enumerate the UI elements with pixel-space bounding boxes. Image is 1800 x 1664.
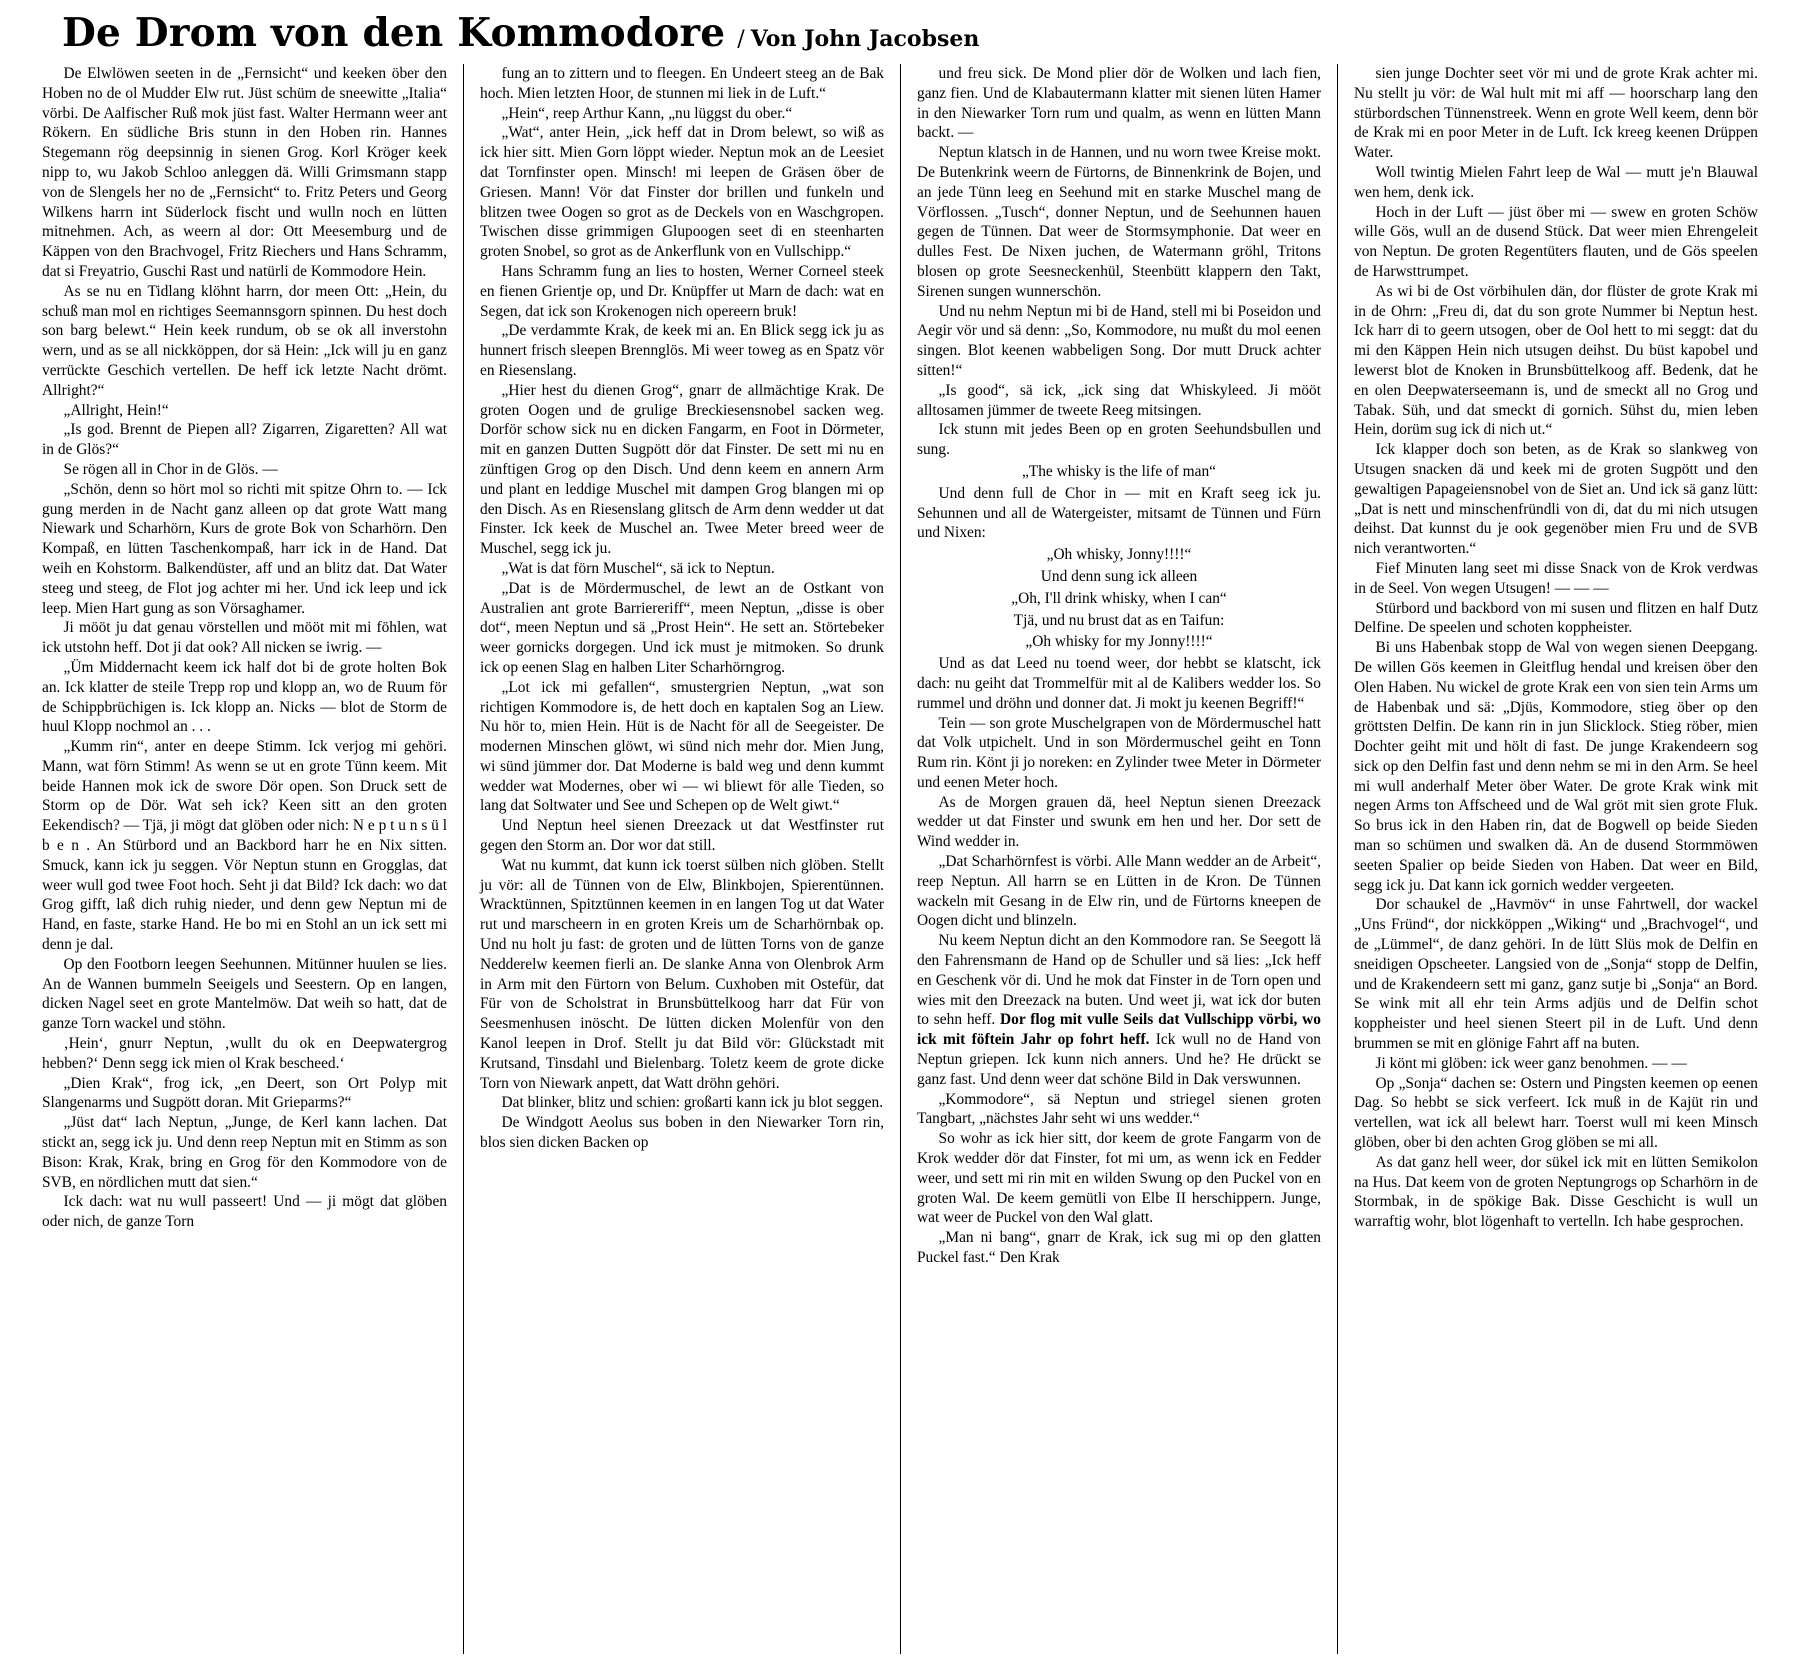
paragraph: Und Neptun heel sienen Dreezack ut dat Westfinster rut gegen den Storm an. Dor wor dat still. <box>480 817 884 855</box>
paragraph: „Dat Scharhörnfest is vörbi. Alle Mann wedder an de Arbeit“, reep Neptun. All harrn se en Lütten in de Kron. De Tünnen wackeln mit Gesang in de Elw rin, und de Fürtorns kneepen de Oogen dicht und blinzeln. <box>917 853 1321 930</box>
paragraph: As wi bi de Ost vörbihulen dän, dor flüster de grote Krak mi in de Ohrn: „Freu di, dat du son grote Nummer bi Neptun hest. Ick harr di to geern utsogen, ober de Ool hett to mi seggt: dat du mi den Käppen Hein nich utsugen deihst. Du büst kapobel und lewerst blot de Knoken in Brunsbüttelkoog aff. Bedenk, dat he en olen Deepwaterseemann is, und de smeckt all no Grog und Tabak. Süh, und dat smeckt di gornich. Sühst du, mien leben Hein, dorüm sug ick di nich ut.“ <box>1354 282 1758 439</box>
paragraph: „Kommodore“, sä Neptun und striegel sienen groten Tangbart, „nächstes Jahr seht wi uns wedder.“ <box>917 1090 1321 1128</box>
paragraph: Fief Minuten lang seet mi disse Snack von de Krok verdwas in de Seel. Von wegen Utsugen! — — — <box>1354 559 1758 597</box>
paragraph: „Oh, I'll drink whisky, when I can“ <box>1011 589 1227 607</box>
paragraph: Und denn full de Chor in — mit en Kraft seeg ick ju. Sehunnen und all de Watergeister, mitsamt de Tünnen und Fürn und Nixen: <box>917 484 1321 542</box>
paragraph: und freu sick. De Mond plier dör de Wolken und lach fien, ganz fien. Und de Klabautermann klatter mit sienen lüten Hamer in den Niewarker Torn rum und qualm, as wenn en lütten Mann backt. — <box>917 65 1321 142</box>
paragraph: Se rögen all in Chor in de Glös. — <box>63 460 278 478</box>
byline <box>737 26 979 52</box>
paragraph: As de Morgen grauen dä, heel Neptun sienen Dreezack wedder ut dat Finster und swunk em hen und her. Dor sett de Wind wedder in. <box>917 793 1321 851</box>
paragraph: „Oh whisky, Jonny!!!!“ <box>1046 546 1192 564</box>
paragraph: Dor schaukel de „Havmöv“ in unse Fahrtwell, dor wackel „Uns Fründ“, dor nickköppen „Wiking“ und „Brachvogel“, und de „Lümmel“, de danz gehöri. In de lütt Slüs mok de Delfin en sneidigen Opscheeter. Langsied von de „Sonja“ stopp de Delfin, und de Krakendeern sett mi ganz, ganz sutje bi „Sonja“ an Bord. Se wink mit all ehr tein Arms adjüs und de Delfin schot koppheister und heel sienen Steert pil in de Luft. Und denn brummen se mit en glönige Fahrt aff na buten. <box>1354 896 1758 1053</box>
paragraph: „Dien Krak“, frog ick, „en Deert, son Ort Polyp mit Slangenarms und Sugpött doran. Mit Grieparms?“ <box>42 1074 447 1112</box>
paragraph: „Man ni bang“, gnarr de Krak, ick sug mi op den glatten Puckel fast.“ Den Krak <box>917 1229 1321 1267</box>
paragraph: Ick dach: wat nu wull passeert! Und — ji mögt dat glöben oder nich, de ganze Torn <box>42 1193 447 1231</box>
paragraph: „Dat is de Mördermuschel, de lewt an de Ostkant von Australien ant grote Barriereriff“, meen Neptun, „disse is ober dot“, meen Neptun und sä „Prost Hein“. He sett an. Störtebeker weer gornicks dorgegen. Und ick must je mitmoken. So drunk ick op eenen Slag en halben Liter Scharhörngrog. <box>480 579 884 676</box>
paragraph: Stürbord und backbord von mi susen und flitzen en half Dutz Delfine. De speelen und schoten koppheister. <box>1354 599 1758 637</box>
paragraph: „Wat“, anter Hein, „ick heff dat in Drom belewt, so wiß as ick hier sitt. Mien Gorn löppt wieder. Neptun mok an de Leesiet dat Tornfinster open. Minsch! mi leepen de Gräsen öber de Griesen. Mann! Vör dat Finster dor brillen und funkeln und blitzen twee Oogen so grot as de Deckels von en Waschgropen. Twischen disse grimmigen Glupoogen seet di en steenharten groten Snobel, so grot as de Ankerflunk von en Vullschipp.“ <box>480 124 884 261</box>
paragraph: fung an to zittern und to fleegen. En Undeert steeg an de Bak hoch. Mien letzten Hoor, de stunnen mi liek in de Luft.“ <box>480 65 884 102</box>
paragraph: Woll twintig Mielen Fahrt leep de Wal — mutt je'n Blauwal wen hem, denk ick. <box>1354 163 1758 201</box>
paragraph: Und denn sung ick alleen <box>1040 567 1198 585</box>
paragraph: „Üm Middernacht keem ick half dot bi de grote holten Bok an. Ick klatter de steile Trepp rop und klopp an, wo de Ruum för de Schippbrüchigen is. Ick klopp an. Nicks — blot de Storm de huul Klopp nochmol an . . . <box>42 658 447 736</box>
article-column-1 <box>26 64 463 1654</box>
paragraph: Dat blinker, blitz und schien: großarti kann ick ju blot seggen. <box>501 1094 884 1112</box>
paragraph: Tein — son grote Muschelgrapen von de Mördermuschel hatt dat Volk utpichelt. Und in son Mördermuschel geiht en Tonn Rum rin. Könt ji jo noreken: en Zylinder twee Meter in Dörmeter und eenen Meter hoch. <box>917 714 1321 791</box>
paragraph: sien junge Dochter seet vör mi und de grote Krak achter mi. Nu stellt ju vör: de Wal hult mit mi aff — hoorscharp lang den stürbordschen Tünnenstreek. Wenn en grote Well keem, denn bör de Krak mi en poor Meter in de Luft. Ick kreeg keenen Drüppen Water. <box>1354 65 1758 162</box>
paragraph: „De verdammte Krak, de keek mi an. En Blick segg ick ju as hunnert frisch sleepen Brennglös. Mi weer toweg as en Spatz vör en Riesenslang. <box>480 322 884 379</box>
paragraph: As dat ganz hell weer, dor sükel ick mit en lütten Semikolon na Hus. Dat keem von de groten Neptungrogs op Scharhörn in de Stormbak, in de spökige Bak. Disse Geschicht is wull un warraftig wohr, blot lögenhaft to vertelln. Ich habe gesprochen. <box>1354 1153 1758 1231</box>
paragraph: Und nu nehm Neptun mi bi de Hand, stell mi bi Poseidon und Aegir vör und sä denn: „So, Kommodore, nu mußt du mol eenen singen. Blot keenen wabbeligen Song. Dor mutt Druck achter sitten!“ <box>917 302 1321 379</box>
paragraph: Nu keem Neptun dicht an den Kommodore ran. Se Seegott lä den Fahrensmann de Hand op de Schuller und sä lies: „Ick heff en Geschenk vör di. Und he mok dat Finster in de Torn open und wies mit den Dreezack na buten. Und weet ji, wat ick dor buten to sehn heff. Dor flog mit vulle Seils dat Vullschipp vörbi, wo ick mit föftein Jahr op fohrt heff. Ick wull no de Hand von Neptun griepen. Ick kunn nich anners. Und he? He drückt se ganz fast. Und denn weer dat schöne Bild in Dak verswunnen. <box>917 932 1321 1088</box>
paragraph: Wat nu kummt, dat kunn ick toerst sülben nich glöben. Stellt ju vör: all de Tünnen von de Elw, Blinkbojen, Spierentünnen. Wracktünnen, Spitztünnen keemen in en langen Tog ut dat Water rut und marscheern in en groten Kreis um de Scharhörnbak op. Und nu holt ju fast: de groten und de lütten Torns von de ganze Nedderelw keemen fierli an. De slanke Anna von Olenbrok Arm in Arm mit den Fürtorn von Belum. Cuxhoben mit Ostefür, dat Für von de Scholstrat in Brunsbüttelkoog harr dat Für von Seesmenhusen inöscht. De lütten dicken Molenfür von den Kanol leepen in Drof. Stellt ju dat Bild vör: Glückstadt mit Krutsand, Tinsdahl und Bielenbarg. Toletz keem de grote dicke Torn von Niewark anpett, dat Watt dröhn gehöri. <box>480 856 884 1092</box>
article-column-3 <box>900 64 1337 1654</box>
paragraph: As se nu en Tidlang klöhnt harrn, dor meen Ott: „Hein, du schuß man mol en richtiges Seemannsgorn spinnen. Du hest doch son barg belewt.“ Hein keek rundum, ob se ok all inverstohn wern, und as se all nickköppen, dor sä Hein: „Ick will ju en ganz verrückte Geschich vertellen. De heff ick letzte Nacht drömt. Allright?“ <box>42 282 447 399</box>
byline-separator: / <box>737 27 745 52</box>
paragraph: „Oh whisky for my Jonny!!!!“ <box>1025 633 1213 651</box>
paragraph: „Hein“, reep Arthur Kann, „nu lüggst du ober.“ <box>501 104 793 122</box>
paragraph: Und as dat Leed nu toend weer, dor hebbt se klatscht, ick dach: nu geiht dat Trommelfür mit al de Kalibers wedder los. So rummel und dröhn und donner dat. Ji mokt ju keenen Begriff!“ <box>917 655 1321 712</box>
paragraph: „Wat is dat förn Muschel“, sä ick to Neptun. <box>501 559 775 577</box>
masthead <box>26 10 1774 58</box>
paragraph: „Jüst dat“ lach Neptun, „Junge, de Kerl kann lachen. Dat stickt an, segg ick ju. Und denn reep Neptun mit en Stimm as son Bison: Krak, Krak, bring en Grog för den Kommodore von de SVB, en nördlichen mutt dat sien.“ <box>42 1114 447 1191</box>
paragraph: „Kumm rin“, anter en deepe Stimm. Ick verjog mi gehöri. Mann, wat förn Stimm! As wenn se ut en grote Tünn keem. Mit beide Hannen mok ick de swore Dör open. Son Druck sett de Storm op de Dör. Wat seh ick? Keen sitt an den groten Eekendisch? — Tjä, ji mögt dat glöben oder nich: N e p t u n s ü l b e n . An Stürbord und an Backbord harr he en Nix sitten. Smuck, kann ick ju seggen. Vör Neptun stunn en Grogglas, dat weer wull god twee Foot hoch. Seht ji dat Bild? Ick dach: wo dat Grog gifft, laß dich ruhig nieder, und denn gew Neptun mi de Hand, en faste, starke Hand. He bo mi en Stohl an un ick sett mi denn je dal. <box>42 738 447 954</box>
paragraph: Ick stunn mit jedes Been op en groten Seehundsbullen und sung. <box>917 421 1321 459</box>
paragraph: So wohr as ick hier sitt, dor keem de grote Fangarm von de Krok wedder dör dat Finster, fot mi um, as wenn ick en Fedder weer, und sett mi rin mit en wilden Swung op den Puckel von en groten Wal. De keem gemütli von Elbe II herschippern. Junge, wat weer de Puckel von den Wal glatt. <box>917 1130 1321 1227</box>
paragraph: „Is good“, sä ick, „ick sing dat Whiskyleed. Ji mööt alltosamen jümmer de tweete Reeg mitsingen. <box>917 381 1321 419</box>
paragraph: „Lot ick mi gefallen“, smustergrien Neptun, „wat son richtigen Kommodore is, de hett doch en kaptalen Sog an Liew. Nu hör to, mien Hein. Hüt is de Nacht för all de Seegeister. De modernen Minschen glöwt, wi sünd nich mehr dor. Mien Jung, wi sünd jümmer dor. Dat Moderne is bald weg und denn kummt wedder wat Modernes, ober wi — wi bliewt för alle Tieden, so lang dat Soltwater und See und Schepen op de Welt giwt.“ <box>480 678 884 815</box>
paragraph: Bi uns Habenbak stopp de Wal von wegen sienen Deepgang. De willen Gös keemen in Gleitflug hendal und kreisen öber den Olen Haben. Nu wickel de grote Krak een von sien tein Arms um de Habenbak und sä: „Djüs, Kommodore, stieg öber op den gröttsten Delfin. De kann rin in jun Slicklock. Stieg röber, mien Dochter geiht mit und hölt di fast. De junge Krakendeern sog sick op den Delfin fast und denn nehm se mi in den Arm. Se heel mi wull anderhalf Meter öber Water. De grote Krak wink mit negen Arms ton Affscheed und de Wal gröt mit sien grote Fluk. So brus ick in den Haben rin, dat de Bogwell op beide Sieden man so schümen und swalken dä. An de dusend Stormmöwen seeten Spalier op beide Sieden von Haben. Dat weer en Bild, segg ick ju. Dat kann ick gornich wedder vergeeten. <box>1354 639 1758 894</box>
page-title: De Drom von den Kommodore <box>62 10 726 56</box>
paragraph: De Elwlöwen seeten in de „Fernsicht“ und keeken öber den Hoben no de ol Mudder Elw rut. Jüst schüm de sneewitte „Italia“ vörbi. De Aalfischer Ruß mok jüst fast. Walter Hermann weer ant Rökern. En südliche Bris stunn in den Hoben rin. Hannes Stegemann rög deepsinnig in sienen Grog. Korl Kröger keek nipp to, wu Jakob Schloo anleggen dä. Willi Grimsmann stapp von de Slengels her no de „Fernsicht“ to. Fritz Peters und Georg Wilkens harrn int Süderlock fischt und wulln noch en lütten mitnehmen. Ach, as weern al dor: Ott Meesemburg und de Käppen von den Brachvogel, Fritz Riechers und Hans Schramm, dat si Freyatrio, Guschi Rast und natürli de Kommodore Hein. <box>42 65 447 280</box>
paragraph: „Allright, Hein!“ <box>63 401 169 419</box>
paragraph: Neptun klatsch in de Hannen, und nu worn twee Kreise mokt. De Butenkrink weern de Fürtorns, de Binnenkrink de Bojen, und an jede Tünn leeg en Seehund mit en starke Muschel mang de Vörflossen. „Tusch“, donner Neptun, und de Seehunnen hauen gegen de Tünnen. Dat weer de Stormsymphonie. Dat weer en dulles Fest. De Nixen juchen, de Watermann gröhl, Tritons blosen op grote Seesneckenhül, Steenbütt klappern den Takt, Sirenen sungen wunnerschön. <box>917 144 1321 300</box>
paragraph: Tjä, und nu brust dat as en Taifun: <box>1013 611 1225 629</box>
paragraph: Ji mööt ju dat genau vörstellen und mööt mit mi föhlen, wat ick utstohn heff. Dot ji dat ook? All nicken se iwrig. — <box>42 619 447 657</box>
paragraph: „Is god. Brennt de Piepen all? Zigarren, Zigaretten? All wat in de Glös?“ <box>42 421 447 459</box>
paragraph: Ji könt mi glöben: ick weer ganz benohmen. — — <box>1375 1054 1687 1072</box>
article-column-4 <box>1337 64 1774 1654</box>
emphasised-run: Dor flog mit vulle Seils dat Vullschipp vörbi, wo ick mit föftein Jahr op fohrt heff. <box>917 1011 1321 1049</box>
byline-author: Von John Jacobsen <box>750 26 980 52</box>
paragraph: Op „Sonja“ dachen se: Ostern und Pingsten keemen op eenen Dag. So hebbt se sick verfeert. Ick muß in de Kajüt rin und vertellen, wat ick all belewt harr. Toerst wull mi keen Minsch glöben, ober bi den achten Grog glöben se mi all. <box>1354 1074 1758 1152</box>
article-columns <box>26 64 1774 1654</box>
article-column-2 <box>463 64 900 1654</box>
paragraph: „Schön, denn so hört mol so richti mit spitze Ohrn to. — Ick gung merden in de Nacht ganz alleen op dat grote Watt mang Niewark und Scharhörn, Kurs de grote Bok von Scharhörn. Den Kompaß, en lütten Taschenkompaß, harr ick in de Hand. Dat weih en Kohstorm. Balkendüster, aff und an blitz dat. Dat Water steeg und steeg, de Flot jog achter mi her. Und ick leep und ick leep. Mien Hart gung as son Vörsaghamer. <box>42 480 447 617</box>
paragraph: De Windgott Aeolus sus boben in den Niewarker Torn rin, blos sien dicken Backen op <box>480 1114 884 1152</box>
paragraph: Op den Footborn leegen Seehunnen. Mitünner huulen se lies. An de Wannen bummeln Seeigels und Seestern. Op en langen, dicken Nagel seet en grote Mantelmöw. Dat weih so hatt, dat de ganze Torn wackel und stöhn. <box>42 955 447 1033</box>
paragraph: Hoch in der Luft — jüst öber mi — swew en groten Schöw wille Gös, wull an de dusend Stück. Dat weer mien Ehrengeleit von Neptun. De groten Regentüters flauten, und de Gös speelen de Harwsttrumpet. <box>1354 203 1758 280</box>
paragraph: ‚Hein‘, gnurr Neptun, ‚wullt du ok en Deepwatergrog hebben?‘ Denn segg ick mien ol Krak bescheed.‘ <box>42 1035 447 1072</box>
paragraph: Hans Schramm fung an lies to hosten, Werner Corneel steek en fienen Grientje op, und Dr. Knüpffer ut Marn de dach: wat en Segen, dat ick son Krokenogen nich opereern bruk! <box>480 262 884 320</box>
paragraph: „Hier hest du dienen Grog“, gnarr de allmächtige Krak. De groten Oogen und de grulige Breckiesensnobel sacken weg. Dorför schow sick nu en dicken Fangarm, en Foot in Dörmeter, mit en ganzen Dutten Sugpött dör dat Finster. De sett mi nu en zünftigen Grog op den Disch. Und denn keem en annern Arm und plant en leddige Muschel mit dampen Grog blangen mi op den Disch. As en Riesenslang glitsch de Arm denn wedder ut dat Finster. Ick keek de Muschel an. Twee Meter breed weer de Muschel, segg ick ju. <box>480 381 884 558</box>
paragraph: Ick klapper doch son beten, as de Krak so slankweg von Utsugen snacken dä und keek mi de groten Sugpött und den gewaltigen Papageiensnobel von de Siet an. Und ick sä ganz lütt: „Dat is nett und minschenfründli von di, dat du mi nich utsugen deihst. Dat kunnst du je ook gegenöber mien Fru und de SVB nich verantworten.“ <box>1354 441 1758 558</box>
paragraph: „The whisky is the life of man“ <box>1021 462 1217 480</box>
